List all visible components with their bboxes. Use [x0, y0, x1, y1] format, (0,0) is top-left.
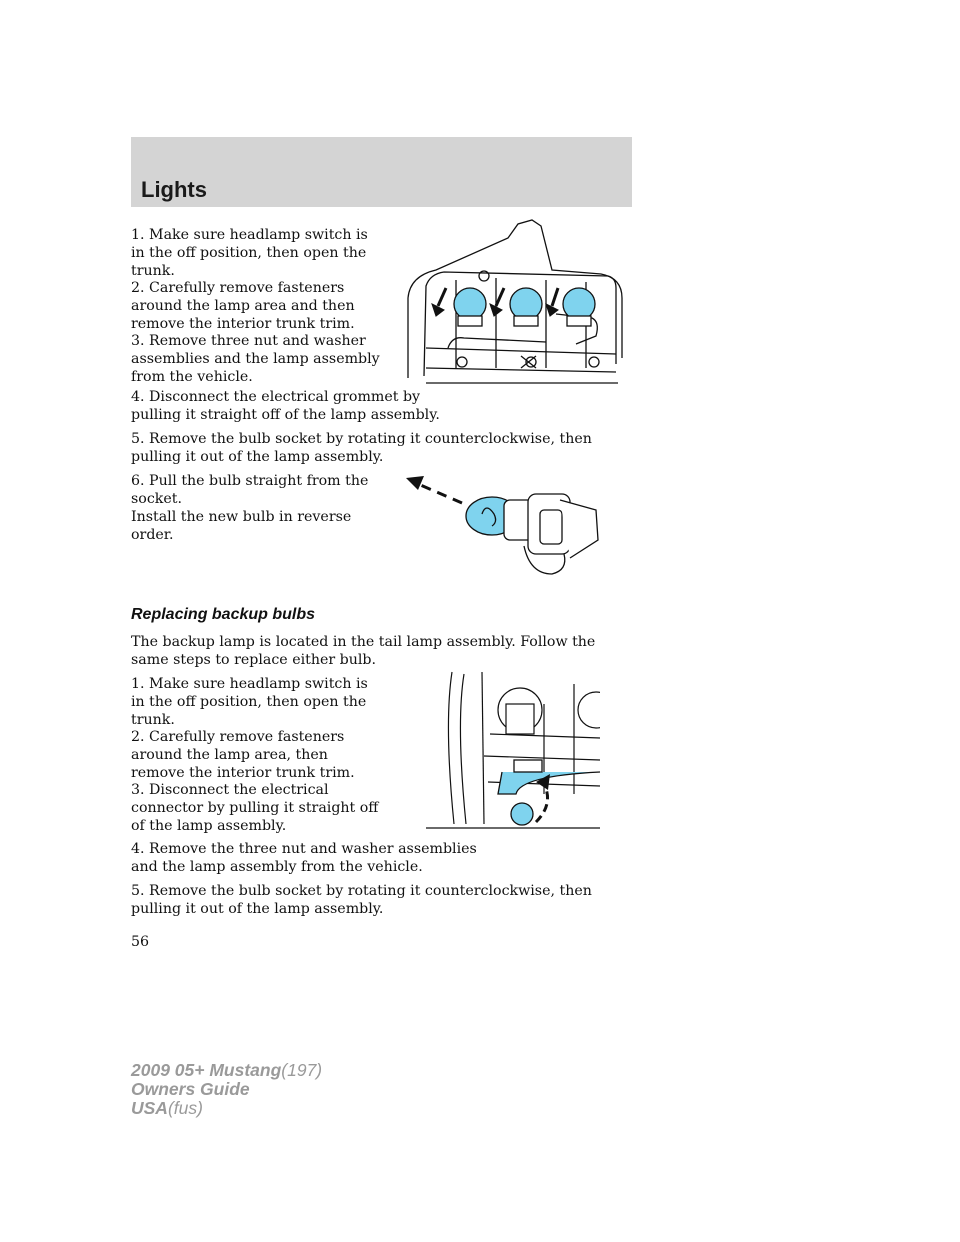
footer-line-1: [131, 1061, 322, 1080]
bulb-socket-illustration: [400, 470, 610, 588]
tail-install-note: Install the new bulb in reverse order.: [131, 509, 352, 543]
backup-lamp-illustration: [424, 664, 600, 834]
backup-step-4: 4. Remove the three nut and washer assemblies and the lamp assembly from the vehicle.: [131, 841, 477, 875]
tail-step-5: 5. Remove the bulb socket by rotating it counterclockwise, then pulling it out of the lamp assembly.: [131, 431, 592, 465]
backup-intro: The backup lamp is located in the tail lamp assembly. Follow the same steps to replace either bulb.: [131, 634, 596, 668]
page-number: 56: [131, 934, 150, 950]
backup-step-3: 3. Disconnect the electrical connector by pulling it straight off of the lamp assembly.: [131, 782, 379, 834]
footer-market: USA: [131, 1098, 168, 1118]
tail-step-4: 4. Disconnect the electrical grommet by pulling it straight off of the lamp assembly.: [131, 389, 440, 423]
footer-market-code: (fus): [167, 1098, 203, 1118]
backup-step-5: 5. Remove the bulb socket by rotating it counterclockwise, then pulling it out of the lamp assembly.: [131, 883, 592, 917]
footer-model: 2009 05+ Mustang: [131, 1060, 282, 1080]
arrow-left-icon: [406, 476, 424, 490]
tail-step-2: 2. Carefully remove fasteners around the lamp area and then remove the interior trunk trim.: [131, 280, 355, 332]
footer-block: [131, 1061, 322, 1118]
tail-lamp-assembly-illustration: [396, 218, 636, 390]
backup-step-2: 2. Carefully remove fasteners around the lamp area, then remove the interior trunk trim.: [131, 729, 355, 781]
tail-step-3: 3. Remove three nut and washer assemblies and the lamp assembly from the vehicle.: [131, 333, 380, 385]
section-title: Lights: [141, 177, 207, 202]
tail-step-6: 6. Pull the bulb straight from the socket.: [131, 473, 369, 507]
footer-model-code: (197): [281, 1060, 323, 1080]
backup-step-1: 1. Make sure headlamp switch is in the off position, then open the trunk.: [131, 676, 368, 728]
footer-line-2: Owners Guide: [131, 1079, 250, 1099]
tail-step-1: 1. Make sure headlamp switch is in the off position, then open the trunk.: [131, 227, 368, 279]
footer-line-3: [131, 1099, 322, 1118]
backup-heading: Replacing backup bulbs: [131, 606, 316, 623]
